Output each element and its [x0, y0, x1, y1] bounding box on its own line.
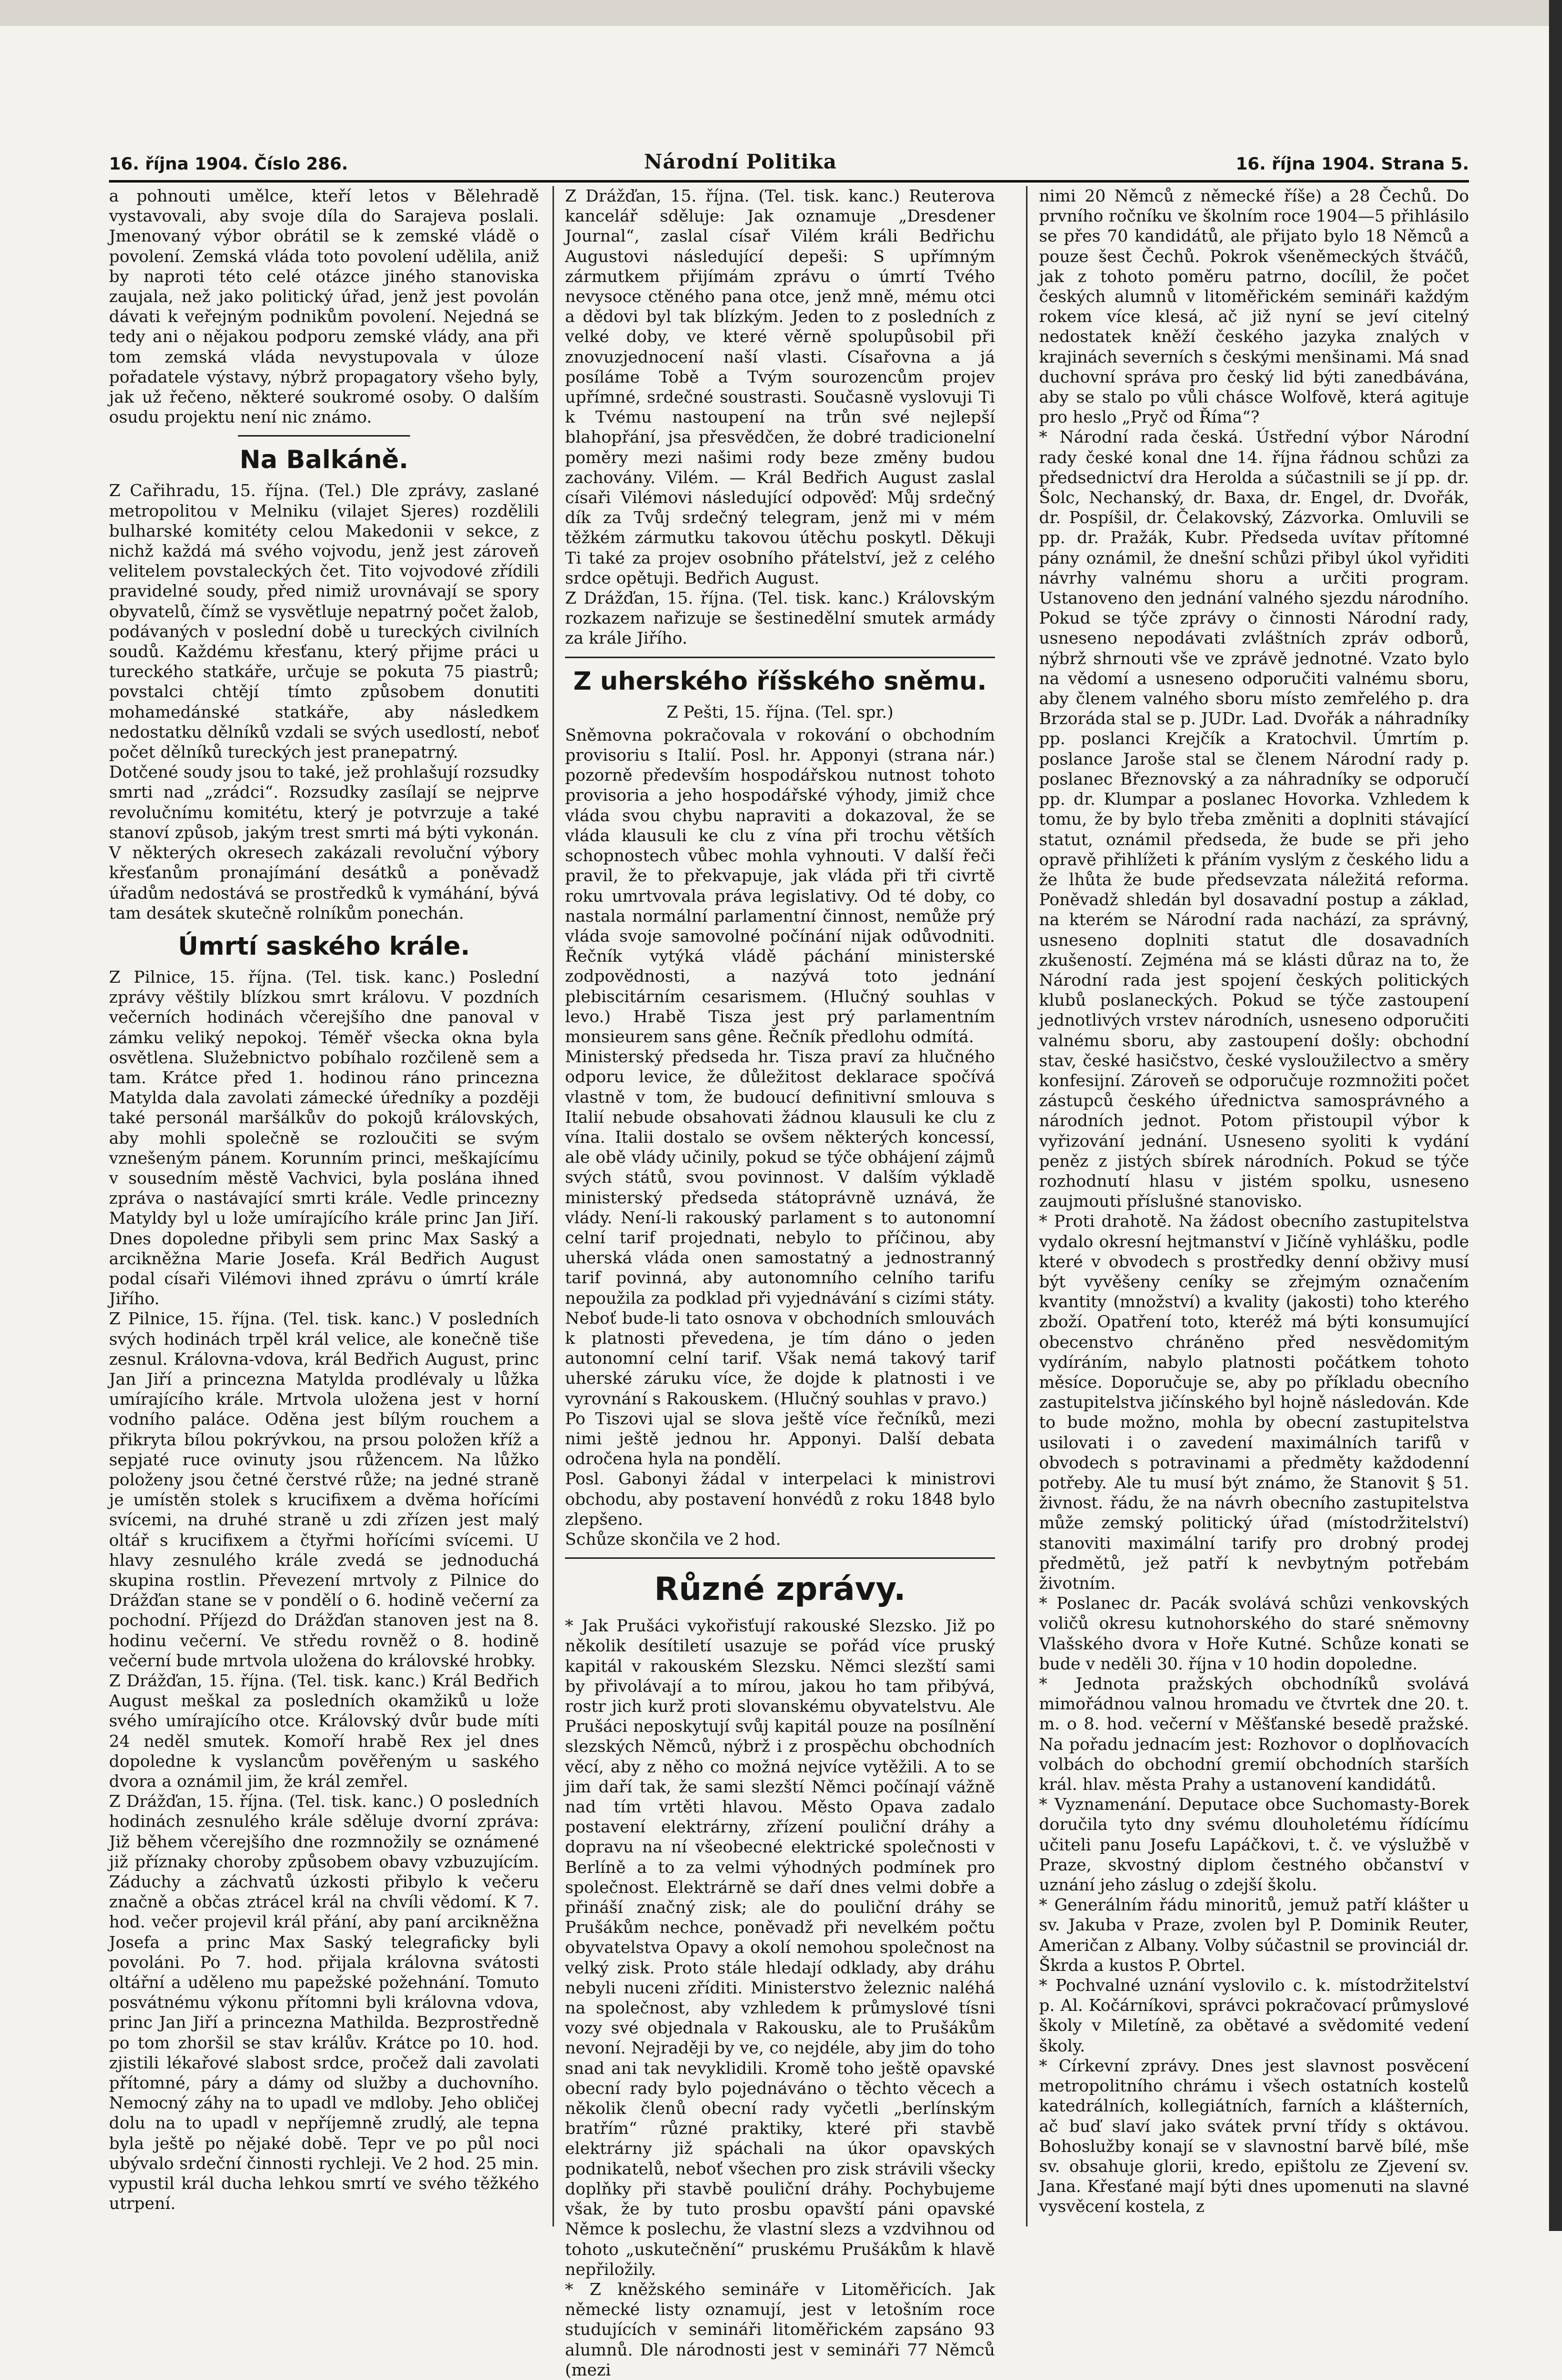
article-paragraph: * Proti drahotě. Na žádost obecního zastupitelstva vydalo okresní hejtmanství v Jičíně vyhlášku, podle které v obvodech s prostředky denní obživy musí být vyvěšeny ceníky se zřejmým označením kvantity (množství) a kvality (jakosti) toho kterého zboží. Opatření toto, kteréž má býti konsumující obecenstvo chráněno před nesvědomitým vydíráním, nabylo platnosti počátkem tohoto měsíce. Doporučuje se, aby po příkladu obecního zastupitelstva jičínského byl hojně následován. Kde to bude možno, mohla by obecní zastupitelstva usilovati i o zavedení maximálních tarifů v obvodech s potravinami a předměty každodenní potřeby. Ale tu musí být známo, že Stanovit § 51. živnost. řádu, že na návrh obecního zastupitelstva může zemský politický úřad (místodržitelství) stanoviti maximální tarify pro drobný prodej předmětů, jež patří k nevbytným potřebám životním.	[1039, 1211, 1469, 1593]
scan-right-edge	[1549, 0, 1562, 2231]
section-divider	[565, 1557, 995, 1559]
header-date-page: 16. října 1904. Strana 5.	[1236, 154, 1469, 174]
section-heading-balkan: Na Balkáně.	[240, 445, 408, 475]
column-divider-2	[1026, 186, 1028, 2226]
article-paragraph: * Národní rada česká. Ústřední výbor Národní rady české konal dne 14. října řádnou schůzi za předsednictví dra Herolda a súčastnili se jí pp. dr. Šolc, Nechanský, dr. Baxa, dr. Engel, dr. Dvořák, dr. Pospíšil, dr. Čelakovský, Zázvorka. Omluvili se pp. dr. Pražák, Kubr. Předseda uvítav přítomné pány oznámil, že dnešní schůzi přibyl úkol vyřiditi návrhy valnému shoru a určiti program. Ustanoveno den jednání valného sjezdu národního. Pokud se týče zprávy o činnosti Národní rady, usneseno nepodávati zvláštních zpráv odborů, nýbrž shrnouti vše ve zprávě jednotné. Vzato bylo na vědomí a usneseno odporučiti valnému sboru, aby členem valného sboru místo zemřelého p. dra Brzoráda stal se p. JUDr. Lad. Dvořák a náhradníky pp. poslanci Krejčík a Kratochvil. Úmrtím p. poslance Jaroše stal se členem Národní rady p. poslanec Březnovský a za náhradníky se odporučí pp. dr. Klumpar a poslanec Hovorka. Vzhledem k tomu, že by bylo třeba změniti a doplniti stávající statut, oznámil předseda, že bude se při jeho opravě přihlížeti k přáním vyslým z českého lidu a že lhůta že bude předsevzata náležitá reforma. Poněvadž shledán byl dosavadní postup a základ, na kterém se Národní rada nachází, za správný, usneseno doplniti statut dle dosavadních zkušeností. Zejména má se klásti důraz na to, že Národní rada jest spojení českých politických klubů poslaneckých. Pokud se týče zastoupení jednotlivých vrstev národních, usneseno odporučiti valnému sboru, aby zastoupení došly: obchodní stav, české hasičstvo, české vysloužilectvo a směry konfesijní. Zároveň se odporučuje rozmnožiti počet zástupců českého úřednictva samosprávného a národních jednot. Potom přistoupil výbor k vyřizování jednání. Usneseno syoliti k vydání peněz z jistých sbírek národních. Pokud se týče rozhodnutí hlasu v jistém spolku, usneseno zaujmouti příslušné stanovisko.	[1039, 427, 1469, 1211]
section-heading-hungarian-diet: Z uherského říšského sněmu.	[573, 666, 987, 696]
article-paragraph: Schůze skončila ve 2 hod.	[565, 1529, 781, 1549]
column-divider-1	[552, 186, 554, 2226]
newspaper-title: Národní Politika	[644, 150, 837, 174]
dateline: Z Pešti, 15. října. (Tel. spr.)	[666, 702, 894, 722]
article-paragraph: Ministerský předseda hr. Tisza praví za hlučného odporu levice, že důležitost deklarace spočívá vlastně v tom, že budoucí definitivní smlouva s Italií nebude obsahovati žádnou klausuli ke clu z vína. Italii dostalo se ovšem některých koncessí, ale obě vlády učinily, pokud se týče obhájení zájmů svých států, svou povinnost. V dalším výkladě ministerský předseda státoprávně uznává, že vlády. Není-li rakouský parlament s to autonomní celní tarif projednati, nebylo to příčinou, aby uherská vláda onen samostatný a jednostranný tarif povinná, aby autonomního celního tarifu nepoužila za podklad při vyjednávání s cizími státy. Neboť bude-li tato osnova v obchodních smlouvách k platnosti převedena, je tím dáno o jeden autonomní celní tarif. Však nemá takový tarif uherské záruku více, že dojde k platnosti i ve vyrovnání s Rakouskem. (Hlučný souhlas v pravo.)	[565, 1047, 995, 1408]
article-paragraph: a pohnouti umělce, kteří letos v Bělehradě vystavovali, aby svoje díla do Sarajeva poslali. Jmenovaný výbor obrátil se k zemské vládě o povolení. Zemská vláda toto povolení udělila, aniž by naproti této celé otázce jiného stanoviska zaujala, než jako politický úřad, jenž jest povolán dávati k veřejným podnikům povolení. Nejedná se tedy ani o nějakou podporu zemské vlády, ana při tom zemská vláda nevystupovala v úloze pořadatele výstavy, nýbrž propagatory všeho byly, jak už řečeno, některé soukromé osoby. O dalším osudu projektu není nic známo.	[109, 186, 539, 427]
article-paragraph: Z Drážďan, 15. října. (Tel. tisk. kanc.) Reuterova kancelář sděluje: Jak oznamuje „Dresdener Journal“, zaslal císař Vilém králi Bedřichu Augustovi následující depeši: S upřímným zármutkem přijímám zprávu o úmrtí Tvého nevysoce ctěného pana otce, jenž mně, mému otci a dědovi byl tak blízkým. Jeden to z posledních z velké doby, ve které věrně spolupůsobil při znovuzjednocení naší vlasti. Císařovna a já posíláme Tobě a Tvým sourozencům projev upřímné, srdečné soustrasti. Současně vyslovuji Ti k Tvému nastoupení na trůn své nejlepší blahopřání, jsa přesvědčen, že dobré tradicionelní poměry mezi našimi rody beze změny budou zachovány. Vilém. — Král Bedřich August zaslal císaři Vilémovi následující odpověď: Můj srdečný dík za Tvůj srdečný telegram, jenž mi v mém těžkém zármutku takovou útěchu poskytl. Děkuji Ti také za projev osobního přátelství, jež z celého srdce opětuji. Bedřich August.	[565, 186, 995, 588]
article-paragraph: Z Drážďan, 15. října. (Tel. tisk. kanc.) Královským rozkazem nařizuje se šestinedělní smutek armády za krále Jiřího.	[565, 588, 995, 648]
column-2	[565, 186, 995, 2380]
header-rule	[109, 180, 1469, 183]
article-paragraph: * Z kněžského semináře v Litoměřicích. Jak německé listy oznamují, jest v letošním roce studujících v semináři litoměřickém zapsáno 93 alumnů. Dle národnosti jest v semináři 77 Němců (mezi	[565, 2279, 995, 2379]
article-paragraph: Dotčené soudy jsou to také, jež prohlašují rozsudky smrti nad „zrádci“. Rozsudky zasílají se nejprve revolučnímu komitétu, který je potvrzuje a také stanoví způsob, jakým trest smrti má býti vykonán. V některých okresech zakázali revoluční výbory křesťanům pronajímání desátků a poněvadž úřadům nedostává se prostředků k vymáhání, bývá tam desátek skutečně rolníkům ponechán.	[109, 762, 539, 923]
page-header	[109, 150, 1469, 178]
article-paragraph: * Generálním řádu minoritů, jemuž patří klášter u sv. Jakuba v Praze, zvolen byl P. Dominik Reuter, Američan z Albany. Volby súčastnil se provinciál dr. Škrda a kustos P. Obrtel.	[1039, 1895, 1469, 1975]
article-paragraph: * Jak Prušáci vykořisťují rakouské Slezsko. Již po několik desítiletí usazuje se pořád více pruský kapitál v rakouském Slezsku. Němci slezští sami by přivolávají a to mírou, jakou ho tam přibývá, rostr jich kurž proti slovanskému obyvatelstvu. Ale Prušáci neposkytují svůj kapitál pouze na posílnění slezských Němců, nýbrž i z prospěchu obchodních věcí, aby z něho co možná nejvíce vytěžili. A to se jim daří tak, že sami slezští Němci počínají vážně nad tím vrtěti hlavou. Město Opava zadalo postavení elektrárny, zřízení pouliční dráhy a dopravu na ní všeobecné elektrické společnosti v Berlíně a to za velmi výhodných podmínek pro společnost. Elektrárně se daří dnes velmi dobře a přináší značný zisk; ale do pouliční dráhy se Prušákům nechce, poněvadž při nevelkém počtu obyvatelstva Opavy a okolí nemohou společnost na velký zisk. Proto stále hledají odklady, aby dráhu nebyli nuceni zříditi. Ministerstvo železnic naléhá na společnost, aby vzhledem k průmyslové tísni vozy své objednala v Rakousku, ale to Prušákům nevoní. Nejraději by ve, co nejdéle, aby jim do toho snad ani tak nevyklidili. Kromě toho ještě opavské obecní rady bylo pojednáváno o těchto věcech a několik členů obecní rady vyčetli „berlínským bratřím“ různé praktiky, které při stavbě elektrárny již spáchali na úkor opavských podnikatelů, neboť všechen pro zisk strávili všecky doplňky při stavbě pouliční dráhy. Pochybujeme však, že by tuto prosbu opavští páni opavské Němce k poslechu, že vlastní slezs a vzdvihnou od tohoto „uskutečnění“ pruskému Prušákům k hlavě nepřiložily.	[565, 1616, 995, 2279]
article-paragraph: Z Pilnice, 15. října. (Tel. tisk. kanc.) V posledních svých hodinách trpěl král velice, ale konečně tiše zesnul. Královna-vdova, král Bedřich August, princ Jan Jiří a princezna Matylda prodlévaly u lůžka umírajícího krále. Mrtvola uložena jest v horní vodního paláce. Oděna jest bílým rouchem a přikryta bílou pokrývkou, na prsou položen kříž a sepjaté ruce ovinuty jsou růžencem. Na lůžko položeny jsou četné čerstvé růže; na jedné straně je umístěn stolek s krucifixem a dvěma hořícími svícemi, na druhé straně u zdi zřízen jest malý oltář s krucifixem a čtyřmi hořícími svícemi. U hlavy zesnulého krále zvedá se jednoduchá skupina rostlin. Převezení mrtvoly z Pilnice do Drážďan stane se v pondělí o 6. hodině večerní za pochodní. Příjezd do Drážďan stanoven jest na 8. hodinu večerní. Ve středu rovněž o 8. hodině večerní bude mrtvola uložena do královské hrobky.	[109, 1309, 539, 1670]
column-1	[109, 186, 539, 2214]
column-3	[1039, 186, 1469, 2217]
article-paragraph: * Jednota pražských obchodníků svolává mimořádnou valnou hromadu ve čtvrtek dne 20. t. m. o 8. hod. večerní v Měšťanské besedě pražské. Na pořadu jednacím jest: Rozhovor o doplňovacích volbách do obchodní gremií obchodních starších král. hlav. města Prahy a ustanovení kandidátů.	[1039, 1674, 1469, 1794]
article-paragraph: Z Drážďan, 15. října. (Tel. tisk. kanc.) O posledních hodinách zesnulého krále sděluje dvorní zpráva: Již během včerejšího dne rozmnožily se oznámené již příznaky choroby způsobem obavy vzbuzujícím. Záduchy a záchvatů úzkosti přibylo k večeru značně a občas ztrácel král na chvíli vědomí. K 7. hod. večer projevil král přání, aby paní arcikněžna Josefa a princ Max Saský telegraficky byli povoláni. Po 7. hod. přijala královna svátosti oltářní a uděleno mu papežské požehnání. Tomuto posvátnému výkonu přítomni byli královna vdova, princ Jan Jiří a princezna Mathilda. Bezprostředně po tom zhoršil se stav králův. Krátce po 10. hod. zjistili lékařové slabost srdce, pročež dali zavolati přítomné, páry a dámy od služby a duchovního. Nemocný záhy na to upadl ve mdloby. Jeho obličej dolu na to upadl v nepříjemně zrudlý, ale tepna byla ještě po nějaké době. Tepr ve po půl noci ubývalo srdeční činnosti rychleji. Ve 2 hod. 25 min. vypustil král ducha lehkou smrtí ve svého těžkého utrpení.	[109, 1791, 539, 2213]
article-paragraph: Sněmovna pokračovala v rokování o obchodním provisoriu s Italií. Posl. hr. Apponyi (strana nár.) pozorně především hospodářskou nutnost tohoto provisoria a jeho hospodářské výhody, jimiž chce vláda svou chybu napraviti a dokazoval, že se vláda klausuli ke clu z vína při trochu větších schopnostech vůbec mohla vyhnouti. V další řeči pravil, že to překvapuje, jak vláda při tři civrtě roku umrtvovala práva legislativy. Od té doby, co nastala normální parlamentní činnost, nemůže prý vláda svoje samovolné počínání nijak odůvodniti. Řečník vytýká vládě páchání ministerské zodpovědnosti, a nazývá toto jednání plebiscitárním cesarismem. (Hlučný souhlas v levo.) Hrabě Tisza jest prý parlamentním monsieurem sans gêne. Řečník předlohu odmítá.	[565, 725, 995, 1046]
section-divider	[238, 435, 410, 437]
scan-top-edge	[0, 0, 1562, 26]
article-paragraph: Z Drážďan, 15. října. (Tel. tisk. kanc.) Král Bedřich August meškal za posledních okamžiků u lože svého umírajícího otce. Královský dvůr bude míti 24 neděl smutek. Komoří hrabě Rex jel dnes dopoledne k vyslancům pověřeným u saského dvora a oznámil jim, že král zemřel.	[109, 1671, 539, 1791]
article-paragraph: Z Cařihradu, 15. října. (Tel.) Dle zprávy, zaslané metropolitou v Melniku (vilajet Sjeres) rozdělili bulharské komitéty celou Makedonii v sekce, z nichž každá má svého vojvodu, jenž jest zároveň velitelem povstaleckých čet. Tito vojvodové zřídili pravidelné soudy, před nimiž urovnávají se spory obyvatelů, čímž se vysvětluje nepatrný počet žalob, podávaných v poslední době u tureckých civilních soudů. Každému křesťanu, který přijme práci u tureckého statkáře, určuje se pokuta 75 piastrů; povstalci chtějí tímto způsobem donutiti mohamedánské statkáře, aby následkem nedostatku dělníků vzdali se svých usedlostí, neboť počet dělníků tureckých jest pranepatrný.	[109, 481, 539, 762]
article-paragraph: nimi 20 Němců z německé říše) a 28 Čechů. Do prvního ročníku ve školním roce 1904—5 přihlásilo se přes 70 kandidátů, ale přijato bylo 18 Němců a pouze šest Čechů. Pokrok všeněmeckých štváčů, jak z tohoto poměru patrno, docílil, že počet českých alumnů v litoměřickém semináři každým rokem více klesá, ač již nyní se jeví citelný nedostatek kněží českého jazyka znalých v krajinách severních s českými menšinami. Má snad duchovní správa pro český lid býti zanedbávána, aby se stalo po vůli chásce Wolfově, která agituje pro heslo „Pryč od Říma“?	[1039, 186, 1469, 427]
header-date-issue: 16. října 1904. Číslo 286.	[109, 154, 348, 174]
article-paragraph: Po Tiszovi ujal se slova ještě více řečníků, mezi nimi ještě jednou hr. Apponyi. Další debata odročena hyla na pondělí.	[565, 1408, 995, 1469]
section-divider	[565, 657, 995, 658]
article-paragraph: Posl. Gabonyi žádal v interpelaci k ministrovi obchodu, aby postavení honvédů z roku 1848 bylo zlepšeno.	[565, 1469, 995, 1529]
section-heading-death-of-king: Úmrtí saského krále.	[178, 931, 470, 961]
section-heading-various-news: Různé zprávy.	[654, 1571, 906, 1608]
article-paragraph: * Vyznamenání. Deputace obce Suchomasty-Borek doručila tyto dny svému dlouholetému řídícímu učiteli panu Josefu Lapáčkovi, t. č. ve výslužbě v Praze, skvostný diplom čestného občanství v uznání jeho záslug o zdejší školu.	[1039, 1794, 1469, 1895]
article-paragraph: Z Pilnice, 15. října. (Tel. tisk. kanc.) Poslední zprávy věštily blízkou smrt královu. V pozdních večerních hodinách včerejšího dne panoval v zámku veliký nepokoj. Téměř všecka okna byla osvětlena. Služebnictvo pobíhalo rozčileně sem a tam. Krátce před 1. hodinou ráno princezna Matylda dala zavolati zámecké úředníky a později také personál maršálkův do pokojů královských, aby mohli společně se rozloučiti se svým vznešeným pánem. Korunním princi, meškajícímu v sousedním městě Vachvici, byla poslána ihned zpráva o nastávající smrti krále. Vedle princezny Matyldy byl u lože umírajícího krále princ Jan Jiří. Dnes dopoledne přibyli sem princ Max Saský a arcikněžna Marie Josefa. Král Bedřich August podal císaři Vilémovi ihned zprávu o úmrtí krále Jiřího.	[109, 967, 539, 1309]
article-paragraph: * Poslanec dr. Pacák svolává schůzi venkovských voličů okresu kutnohorského do staré sněmovny Vlašského dvora v Hoře Kutné. Schůze konati se bude v neděli 30. října v 10 hodin dopoledne.	[1039, 1593, 1469, 1673]
article-paragraph: * Církevní zprávy. Dnes jest slavnost posvěcení metropolitního chrámu i všech ostatních kostelů katedrálních, kollegiátních, farních a klášterních, ač buď slaví jako svátek první třídy s oktávou. Bohoslužby konají se v slavnostní barvě bílé, mše sv. obsahuje glorii, kredo, epištolu ze Zjevení sv. Jana. Křesťané mají býti dnes upomenuti na slavné vysvěcení kostela, z	[1039, 2055, 1469, 2216]
article-paragraph: * Pochvalné uznání vyslovilo c. k. místodržitelství p. Al. Kočárníkovi, správci pokračovací průmyslové školy v Miletíně, za obětavé a svědomité vedení školy.	[1039, 1975, 1469, 2055]
